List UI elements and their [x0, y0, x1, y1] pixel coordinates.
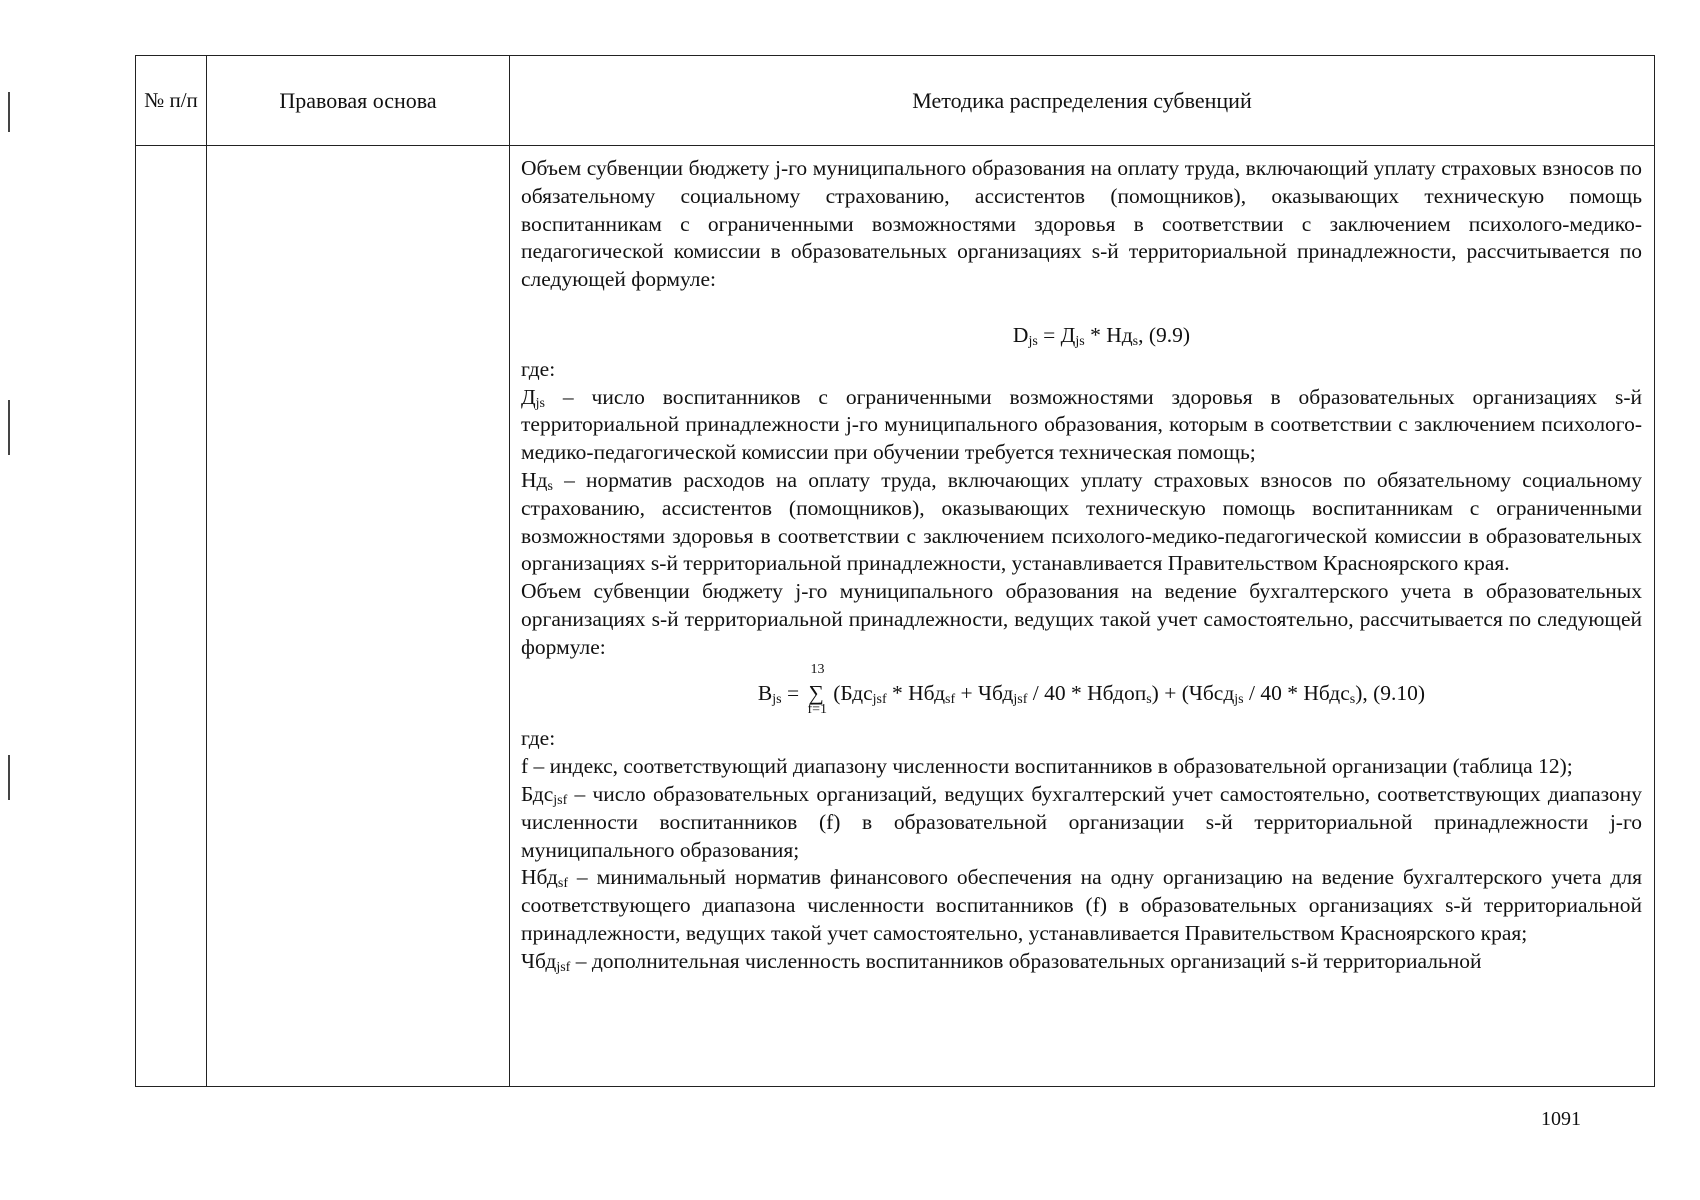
term-subscript: s	[547, 478, 553, 494]
table-header-row	[136, 56, 1655, 146]
formula-9-10	[521, 662, 1642, 726]
formula-subscript: js	[1234, 691, 1244, 707]
definition-chbd	[521, 948, 1642, 976]
table-row	[136, 146, 1655, 1087]
formula-term: (Бдс	[827, 680, 873, 705]
legal-basis-cell	[207, 146, 510, 1087]
page-number: 1091	[1541, 1108, 1581, 1130]
paragraph-volume-assistants: Объем субвенции бюджету j-го муниципального образования на оплату труда, включающий уплату страховых взносов по обязательному социальному страхованию, ассистентов (помощников), оказывающих техническую помощь воспитанникам с ограниченными возможностями здоровья в соответствии с заключением психолого-медико-педагогической комиссии в образовательных организациях s-й территориальной принадлежности, рассчитывается по следующей формуле:	[521, 156, 1642, 292]
header-number: № п/п	[136, 56, 207, 146]
header-legal-basis: Правовая основа	[207, 56, 510, 146]
formula-term: = Д	[1037, 322, 1076, 347]
where-label: где:	[521, 726, 556, 751]
formula-number: ), (9.10)	[1355, 680, 1426, 705]
formula-subscript: s	[1146, 691, 1152, 707]
term-subscript: jsf	[553, 792, 568, 808]
definition-nd	[521, 467, 1642, 578]
formula-term: / 40 * Нбдс	[1243, 680, 1350, 705]
formula-term: * Нд	[1084, 322, 1133, 347]
header-methodology: Методика распределения субвенций	[510, 56, 1655, 146]
term: Д	[521, 384, 536, 409]
formula-term: D	[1012, 322, 1029, 347]
methodology-cell	[510, 146, 1655, 1087]
scan-artifact	[8, 755, 10, 800]
formula-subscript: js	[1075, 333, 1085, 349]
formula-subscript: s	[1132, 333, 1139, 349]
definition-text: – дополнительная численность воспитанников образовательных организаций s-й территориальной	[570, 948, 1482, 973]
formula-subscript: js	[772, 691, 782, 707]
formula-subscript: sf	[945, 691, 956, 707]
term: Нд	[521, 467, 548, 492]
formula-term: / 40 * Нбдоп	[1027, 680, 1147, 705]
sigma-icon	[807, 661, 828, 717]
where-label: где:	[521, 356, 556, 381]
formula-term: + Чбд	[955, 680, 1014, 705]
sigma-symbol: ∑	[808, 680, 824, 705]
formula-term: =	[781, 680, 805, 705]
definition-nbd	[521, 864, 1642, 947]
definition-text: – число воспитанников с ограниченными возможностями здоровья в образовательных организациях s-й территориальной принадлежности j-го муниципального образования, которым в соответствии с заключением психолого-медико-педагогической комиссии при обучении требуется техническая помощь;	[521, 384, 1642, 465]
sigma-lower-limit: f=1	[807, 701, 828, 717]
term-subscript: sf	[557, 876, 568, 892]
term-subscript: jsf	[556, 959, 571, 975]
definition-text: – число образовательных организаций, ведущих бухгалтерский учет самостоятельно, соответствующих диапазону численности воспитанников (f) в образовательной организации s-й территориальной принадлежности j-го муниципального образования;	[521, 781, 1642, 862]
formula-subscript: js	[1028, 333, 1038, 349]
term: Нбд	[521, 865, 558, 890]
formula-subscript: jsf	[872, 691, 887, 707]
formula-9-9	[521, 294, 1642, 356]
term-subscript: js	[535, 395, 546, 411]
paragraph-volume-accounting: Объем субвенции бюджету j-го муниципального образования на ведение бухгалтерского учета в образовательных организациях s-й территориальной принадлежности, ведущих такой учет самостоятельно, рассчитывается по следующей формуле:	[521, 579, 1642, 659]
definition-f: f – индекс, соответствующий диапазону численности воспитанников в образовательной организации (таблица 12);	[521, 754, 1573, 779]
definition-bds	[521, 781, 1642, 864]
definition-text: – минимальный норматив финансового обеспечения на одну организацию на ведение бухгалтерского учета для соответствующего диапазона численности воспитанников (f) в образовательных организациях s-й территориальной принадлежности, ведущих такой учет самостоятельно, устанавливается Правительством Красноярского края;	[521, 865, 1642, 945]
scan-artifact	[8, 92, 10, 132]
formula-term: B	[757, 680, 773, 705]
term: Бдс	[521, 781, 554, 806]
definition-text: – норматив расходов на оплату труда, включающих уплату страховых взносов по обязательному социальному страхованию, ассистентов (помощников), оказывающих техническую помощь воспитанникам с ограниченными возможностями здоровья в соответствии с заключением психолого-медико-педагогической комиссии в образовательных организациях s-й территориальной принадлежности, устанавливается Правительством Красноярского края.	[521, 467, 1642, 576]
number-cell	[136, 146, 207, 1087]
scan-artifact	[8, 400, 10, 455]
formula-term: ) + (Чбсд	[1151, 680, 1235, 705]
subvention-table	[135, 55, 1655, 1087]
formula-subscript: jsf	[1013, 691, 1028, 707]
formula-subscript: s	[1349, 691, 1356, 707]
term: Чбд	[521, 948, 557, 973]
formula-number: , (9.9)	[1138, 322, 1191, 347]
definition-d	[521, 384, 1642, 467]
formula-term: * Нбд	[886, 680, 946, 705]
sigma-upper-limit: 13	[810, 661, 825, 677]
